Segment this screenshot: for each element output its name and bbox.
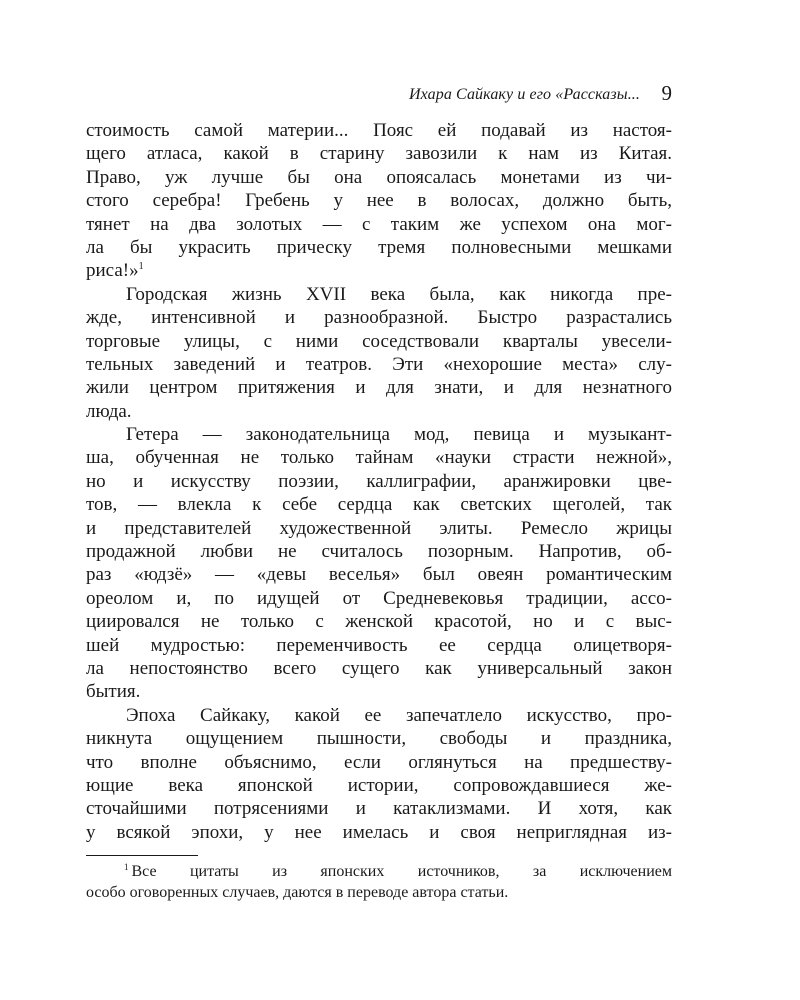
text-line: продажной любви не считалось позорным. Напротив, об- bbox=[86, 541, 672, 563]
footnote bbox=[86, 861, 672, 903]
text-line: ла непостоянство всего сущего как универсальный закон bbox=[86, 657, 672, 679]
text-line: жили центром притяжения и для знати, и для незнатного bbox=[86, 377, 672, 399]
text-line: раз «юдзё» — «девы веселья» был овеян романтическим bbox=[86, 564, 672, 586]
running-head bbox=[86, 80, 672, 106]
text-line: тянет на два золотых — с таким же успехом она мог- bbox=[86, 213, 672, 235]
footnote-text: Все цитаты из японских источников, за исключением bbox=[131, 863, 672, 880]
text-line: ющие века японской истории, сопровождавшиеся же- bbox=[86, 774, 672, 796]
main-text bbox=[86, 119, 672, 844]
text-line: но и искусству поэзии, каллиграфии, аранжировки цве- bbox=[86, 470, 672, 492]
footnote-marker: 1 bbox=[124, 862, 129, 872]
text-line: и представителей художественной элиты. Ремесло жрицы bbox=[86, 517, 672, 539]
text-line: ла бы украсить прическу тремя полновесными мешками bbox=[86, 236, 672, 258]
text-line: торговые улицы, с ними соседствовали кварталы увесели- bbox=[86, 330, 672, 352]
text-line: ша, обученная не только тайнам «науки страсти нежной», bbox=[86, 447, 672, 469]
text-line: у всякой эпохи, у нее имелась и своя неприглядная из- bbox=[86, 821, 672, 843]
text-line: циировался не только с женской красотой, но и с выс- bbox=[86, 611, 672, 633]
text-line: люда. bbox=[86, 400, 132, 422]
running-title: Ихара Сайкаку и его «Рассказы... bbox=[409, 86, 640, 103]
text-line: стоимость самой материи... Пояс ей подавай из настоя- bbox=[86, 120, 672, 141]
text-line: шей мудростью: переменчивость ее сердца олицетворя- bbox=[86, 634, 672, 656]
text-line: Право, уж лучше бы она опоясалась монетами из чи- bbox=[86, 166, 672, 188]
text-line: стого серебра! Гребень у нее в волосах, должно быть, bbox=[86, 190, 672, 212]
footnote-reference[interactable]: 1 bbox=[138, 261, 144, 273]
text-line: сточайшими потрясениями и катаклизмами. И хотя, как bbox=[86, 798, 672, 820]
text-line: тельных заведений и театров. Эти «нехорошие места» слу- bbox=[86, 353, 672, 375]
text-line-content: риса!» bbox=[86, 260, 139, 282]
text-line: бытия. bbox=[86, 681, 141, 703]
text-line: никнута ощущением пышности, свободы и праздника, bbox=[86, 728, 672, 750]
footnote-divider bbox=[86, 855, 198, 856]
paragraph-first-line: Городская жизнь XVII века была, как никогда пре- bbox=[126, 283, 672, 305]
paragraph-first-line: Эпоха Сайкаку, какой ее запечатлело искусство, про- bbox=[126, 704, 672, 726]
footnote-line bbox=[86, 861, 672, 882]
text-line: тов, — влекла к себе сердца как светских щеголей, так bbox=[86, 494, 672, 516]
paragraph-first-line: Гетера — законодательница мод, певица и музыкант- bbox=[126, 424, 672, 446]
text-line: ореолом и, по идущей от Средневековья традиции, ассо- bbox=[86, 587, 672, 609]
page-number: 9 bbox=[661, 81, 672, 105]
text-line: щего атласа, какой в старину завозили к нам из Китая. bbox=[86, 143, 672, 165]
footnote-line: особо оговоренных случаев, даются в переводе автора статьи. bbox=[86, 884, 509, 901]
text-line-with-footnote bbox=[86, 259, 672, 282]
text-line: жде, интенсивной и разнообразной. Быстро разрастались bbox=[86, 307, 672, 329]
text-line: что вполне объяснимо, если оглянуться на предшеству- bbox=[86, 751, 672, 773]
